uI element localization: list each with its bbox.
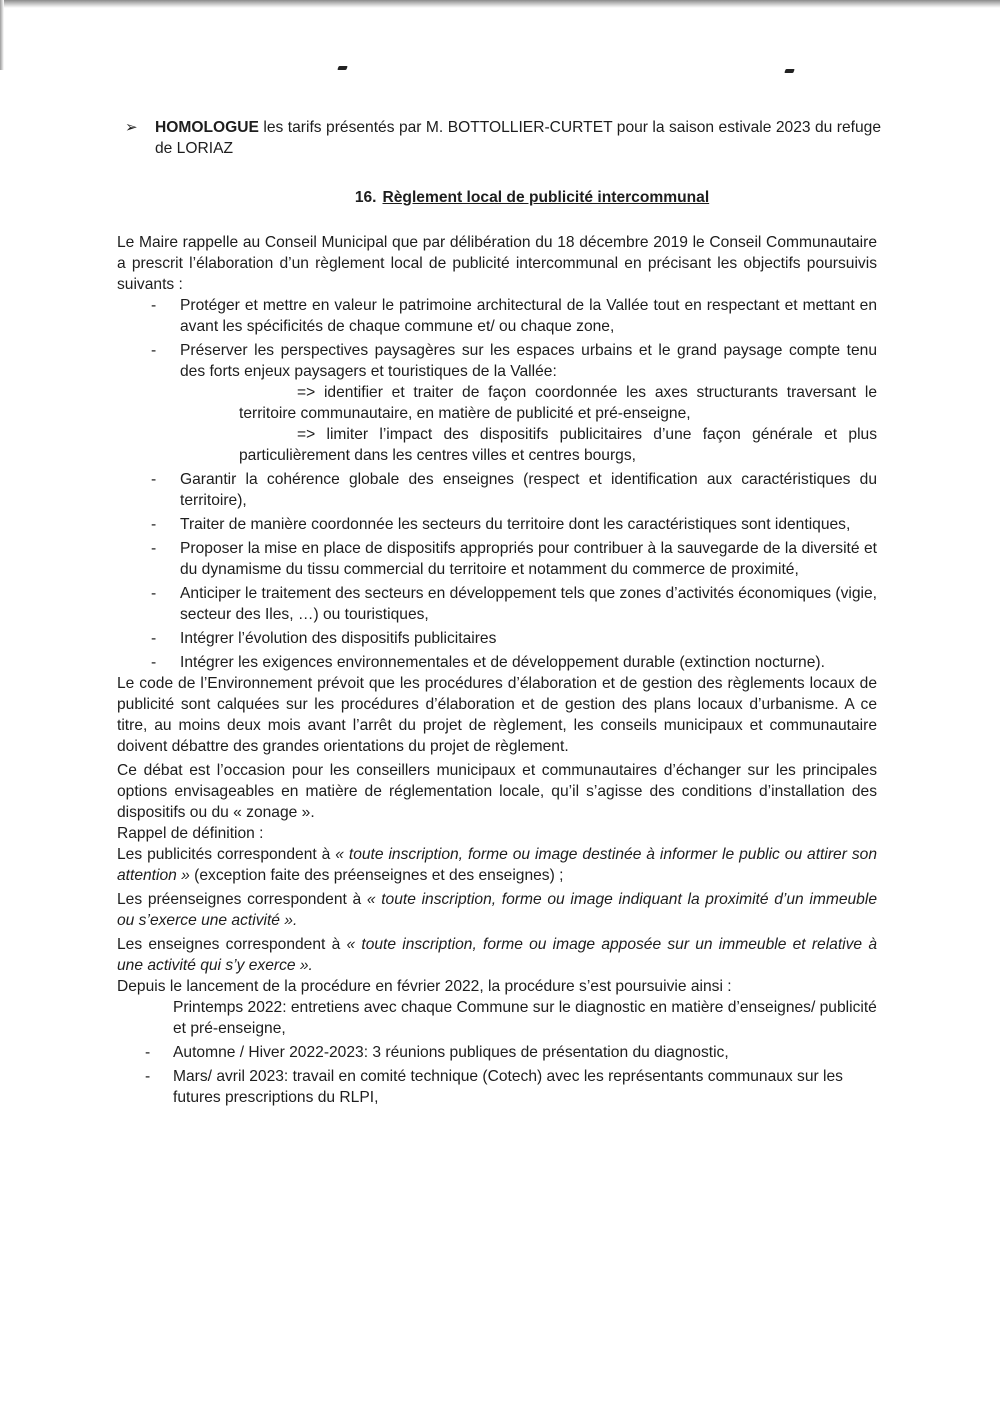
dash-bullet: - (151, 630, 157, 647)
homologue-text: les tarifs présentés par M. BOTTOLLIER-CURTET pour la saison estivale 2023 du refuge de LORIAZ (155, 119, 881, 157)
scan-mark (784, 69, 794, 73)
list-item (117, 652, 877, 673)
debat-paragraph: Ce débat est l’occasion pour les conseillers municipaux et communautaires d’échanger sur les principales options envisageables en matière de réglementation locale, qu’il s’agisse des conditions d’installation des dispositifs ou du « zonage ». (117, 762, 877, 821)
list-item (117, 628, 877, 649)
timeline-item-text: Mars/ avril 2023: travail en comité technique (Cotech) avec les représentants communaux sur les futures prescriptions du RLPI, (173, 1068, 843, 1106)
list-item-text: Intégrer l’évolution des dispositifs publicitaires (180, 630, 497, 647)
dash-bullet: - (145, 1068, 151, 1085)
dash-bullet: - (151, 540, 157, 557)
dash-bullet: - (145, 1044, 151, 1061)
definition-publicites (117, 844, 877, 886)
dash-bullet: - (151, 342, 157, 359)
list-item (117, 469, 877, 511)
definition-tail: (exception faite des préenseignes et des enseignes) ; (189, 867, 564, 884)
section-heading (117, 187, 877, 208)
rappel-heading: Rappel de définition : (117, 825, 264, 842)
list-item (117, 514, 877, 535)
dash-bullet: - (151, 471, 157, 488)
timeline-item-text: Automne / Hiver 2022-2023: 3 réunions publiques de présentation du diagnostic, (173, 1044, 729, 1061)
scan-left-edge (0, 0, 4, 70)
list-item-text: Protéger et mettre en valeur le patrimoine architectural de la Vallée tout en respectant et mettant en avant les spécificités de chaque commune et/ ou chaque zone, (180, 297, 877, 335)
section-title: Règlement local de publicité intercommunal (382, 189, 710, 206)
list-item (117, 583, 877, 625)
sub-item: => limiter l’impact des dispositifs publicitaires d’une façon générale et plus particulièrement dans les centres villes et centres bourgs, (239, 426, 877, 464)
timeline-item-text: Printemps 2022: entretiens avec chaque Commune sur le diagnostic en matière d’enseignes/ publicité et pré-enseigne, (173, 999, 877, 1037)
section-number: 16. (354, 189, 377, 206)
list-item-text: Préserver les perspectives paysagères sur les espaces urbains et le grand paysage compte tenu des forts enjeux paysagers et touristiques de la Vallée: (180, 342, 877, 380)
dash-bullet: - (151, 516, 157, 533)
definition-quote: « toute inscription, forme ou image apposée sur un immeuble et relative à une activité qui s’y exerce ». (117, 936, 877, 974)
list-item-text: Proposer la mise en place de dispositifs appropriés pour contribuer à la sauvegarde de la diversité et du dynamisme du tissu commercial du territoire et notamment du commerce de proximité, (180, 540, 877, 578)
dash-bullet: - (151, 297, 157, 314)
lancement-paragraph: Depuis le lancement de la procédure en février 2022, la procédure s’est poursuivie ainsi : (117, 978, 732, 995)
definition-quote: « toute inscription, forme ou image indiquant la proximité d’un immeuble ou s’exerce une activité ». (117, 891, 877, 929)
definition-lead: Les enseignes correspondent à (117, 936, 347, 953)
arrow-bullet-icon: ➢ (125, 119, 138, 136)
objectives-list (117, 295, 877, 673)
timeline-list (117, 997, 877, 1108)
timeline-item (117, 1042, 877, 1063)
definition-lead: Les publicités correspondent à (117, 846, 336, 863)
dash-bullet: - (151, 654, 157, 671)
sub-item: => identifier et traiter de façon coordonnée les axes structurants traversant le territoire communautaire, en matière de publicité et pré-enseigne, (239, 384, 877, 422)
homologue-keyword: HOMOLOGUE (155, 119, 259, 136)
dash-bullet: - (151, 585, 157, 602)
timeline-item (117, 1066, 877, 1108)
list-item (117, 538, 877, 580)
list-item-text: Traiter de manière coordonnée les secteurs du territoire dont les caractéristiques sont identiques, (180, 516, 851, 533)
list-item-text: Anticiper le traitement des secteurs en développement tels que zones d’activités économiques (vigie, secteur des Iles, …) ou touristiques, (180, 585, 877, 623)
intro-paragraph: Le Maire rappelle au Conseil Municipal que par délibération du 18 décembre 2019 le Conseil Communautaire a prescrit l’élaboration d’un règlement local de publicité intercommunal en précisant les objectifs poursuivis suivants : (117, 234, 877, 293)
definition-enseignes (117, 934, 877, 976)
homologue-paragraph (89, 117, 881, 159)
list-item (117, 295, 877, 337)
list-item (117, 340, 877, 466)
definition-preenseignes (117, 889, 877, 931)
document-page (117, 117, 881, 1111)
scan-top-edge (0, 0, 1000, 8)
list-item-text: Intégrer les exigences environnementales et de développement durable (extinction nocturne). (180, 654, 825, 671)
definition-lead: Les préenseignes correspondent à (117, 891, 367, 908)
definition-quote: « toute inscription, forme ou image destinée à informer le public ou attirer son attention » (117, 846, 877, 884)
code-paragraph: Le code de l’Environnement prévoit que les procédures d’élaboration et de gestion des règlements locaux de publicité sont calquées sur les procédures d’élaboration et de gestion des plans locaux d’urbanisme. A ce titre, au moins deux mois avant l’arrêt du projet de règlement, les conseils municipaux et communautaire doivent débattre des grandes orientations du projet de règlement. (117, 675, 877, 755)
timeline-item (117, 997, 877, 1039)
scan-mark (337, 66, 347, 70)
list-item-text: Garantir la cohérence globale des enseignes (respect et identification aux caractéristiques du territoire), (180, 471, 877, 509)
